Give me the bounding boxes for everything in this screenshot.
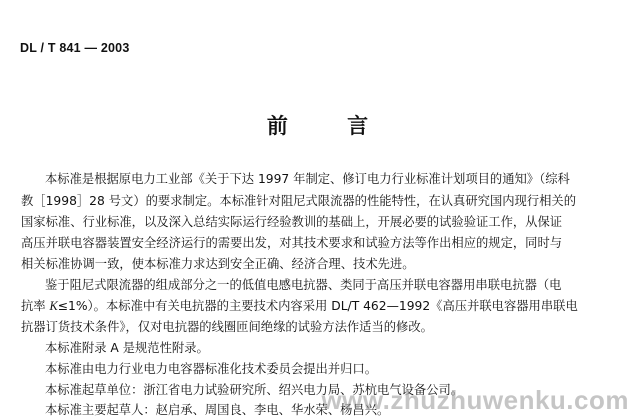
paragraph-1-line-4: 高压并联电容器装置安全经济运行的需要出发，对其技术要求和试验方法等作出相应的规定，同时与 [21,236,563,250]
paragraph-4: 本标准由电力行业电力电容器标准化技术委员会提出并归口。 [45,362,378,376]
paragraph-2-line-2 [21,298,578,314]
paragraph-2-line-3: 抗器订货技术条件》，仅对电抗器的线圈匝间绝缘的试验方法作适当的修改。 [21,320,433,334]
paragraph-1-line-3: 国家标准、行业标准，以及深入总结实际运行经验教训的基础上，开展必要的试验验证工作，从保证 [21,215,563,229]
paragraph-2-line-1: 鉴于阻尼式限流器的组成部分之一的低值电感电抗器、类同于高压并联电容器用串联电抗器（电 [45,278,562,292]
paragraph-2-line-2-rest: ≤1%）。本标准中有关电抗器的主要技术内容采用 DL/T 462—1992《高压并联电容器用串联电 [57,299,578,313]
reactance-symbol-k: K [49,299,58,313]
paragraph-6: 本标准主要起草人：赵启承、周国良、李电、华水荣、杨昌兴。 [45,403,390,417]
paragraph-5: 本标准起草单位：浙江省电力试验研究所、绍兴电力局、苏杭电气设备公司。 [45,383,464,397]
paragraph-1-line-2: 教［1998］28 号文）的要求制定。本标准针对阻尼式限流器的性能特性，在认真研究国内现行相关的 [21,194,577,208]
watermark: www.zhuzhuwenku.com [321,385,629,415]
paragraph-1-line-5: 相关标准协调一致，使本标准力求达到安全正确、经济合理、技术先进。 [21,257,415,271]
standard-code: DL / T 841 — 2003 [20,41,130,55]
page-title: 前 言 [266,114,395,138]
paragraph-1-line-1: 本标准是根据原电力工业部《关于下达 1997 年制定、修订电力行业标准计划项目的通知》（综科 [45,172,570,186]
paragraph-2-line-2-start: 抗率 [21,299,50,313]
paragraph-3: 本标准附录 A 是规范性附录。 [45,341,209,355]
